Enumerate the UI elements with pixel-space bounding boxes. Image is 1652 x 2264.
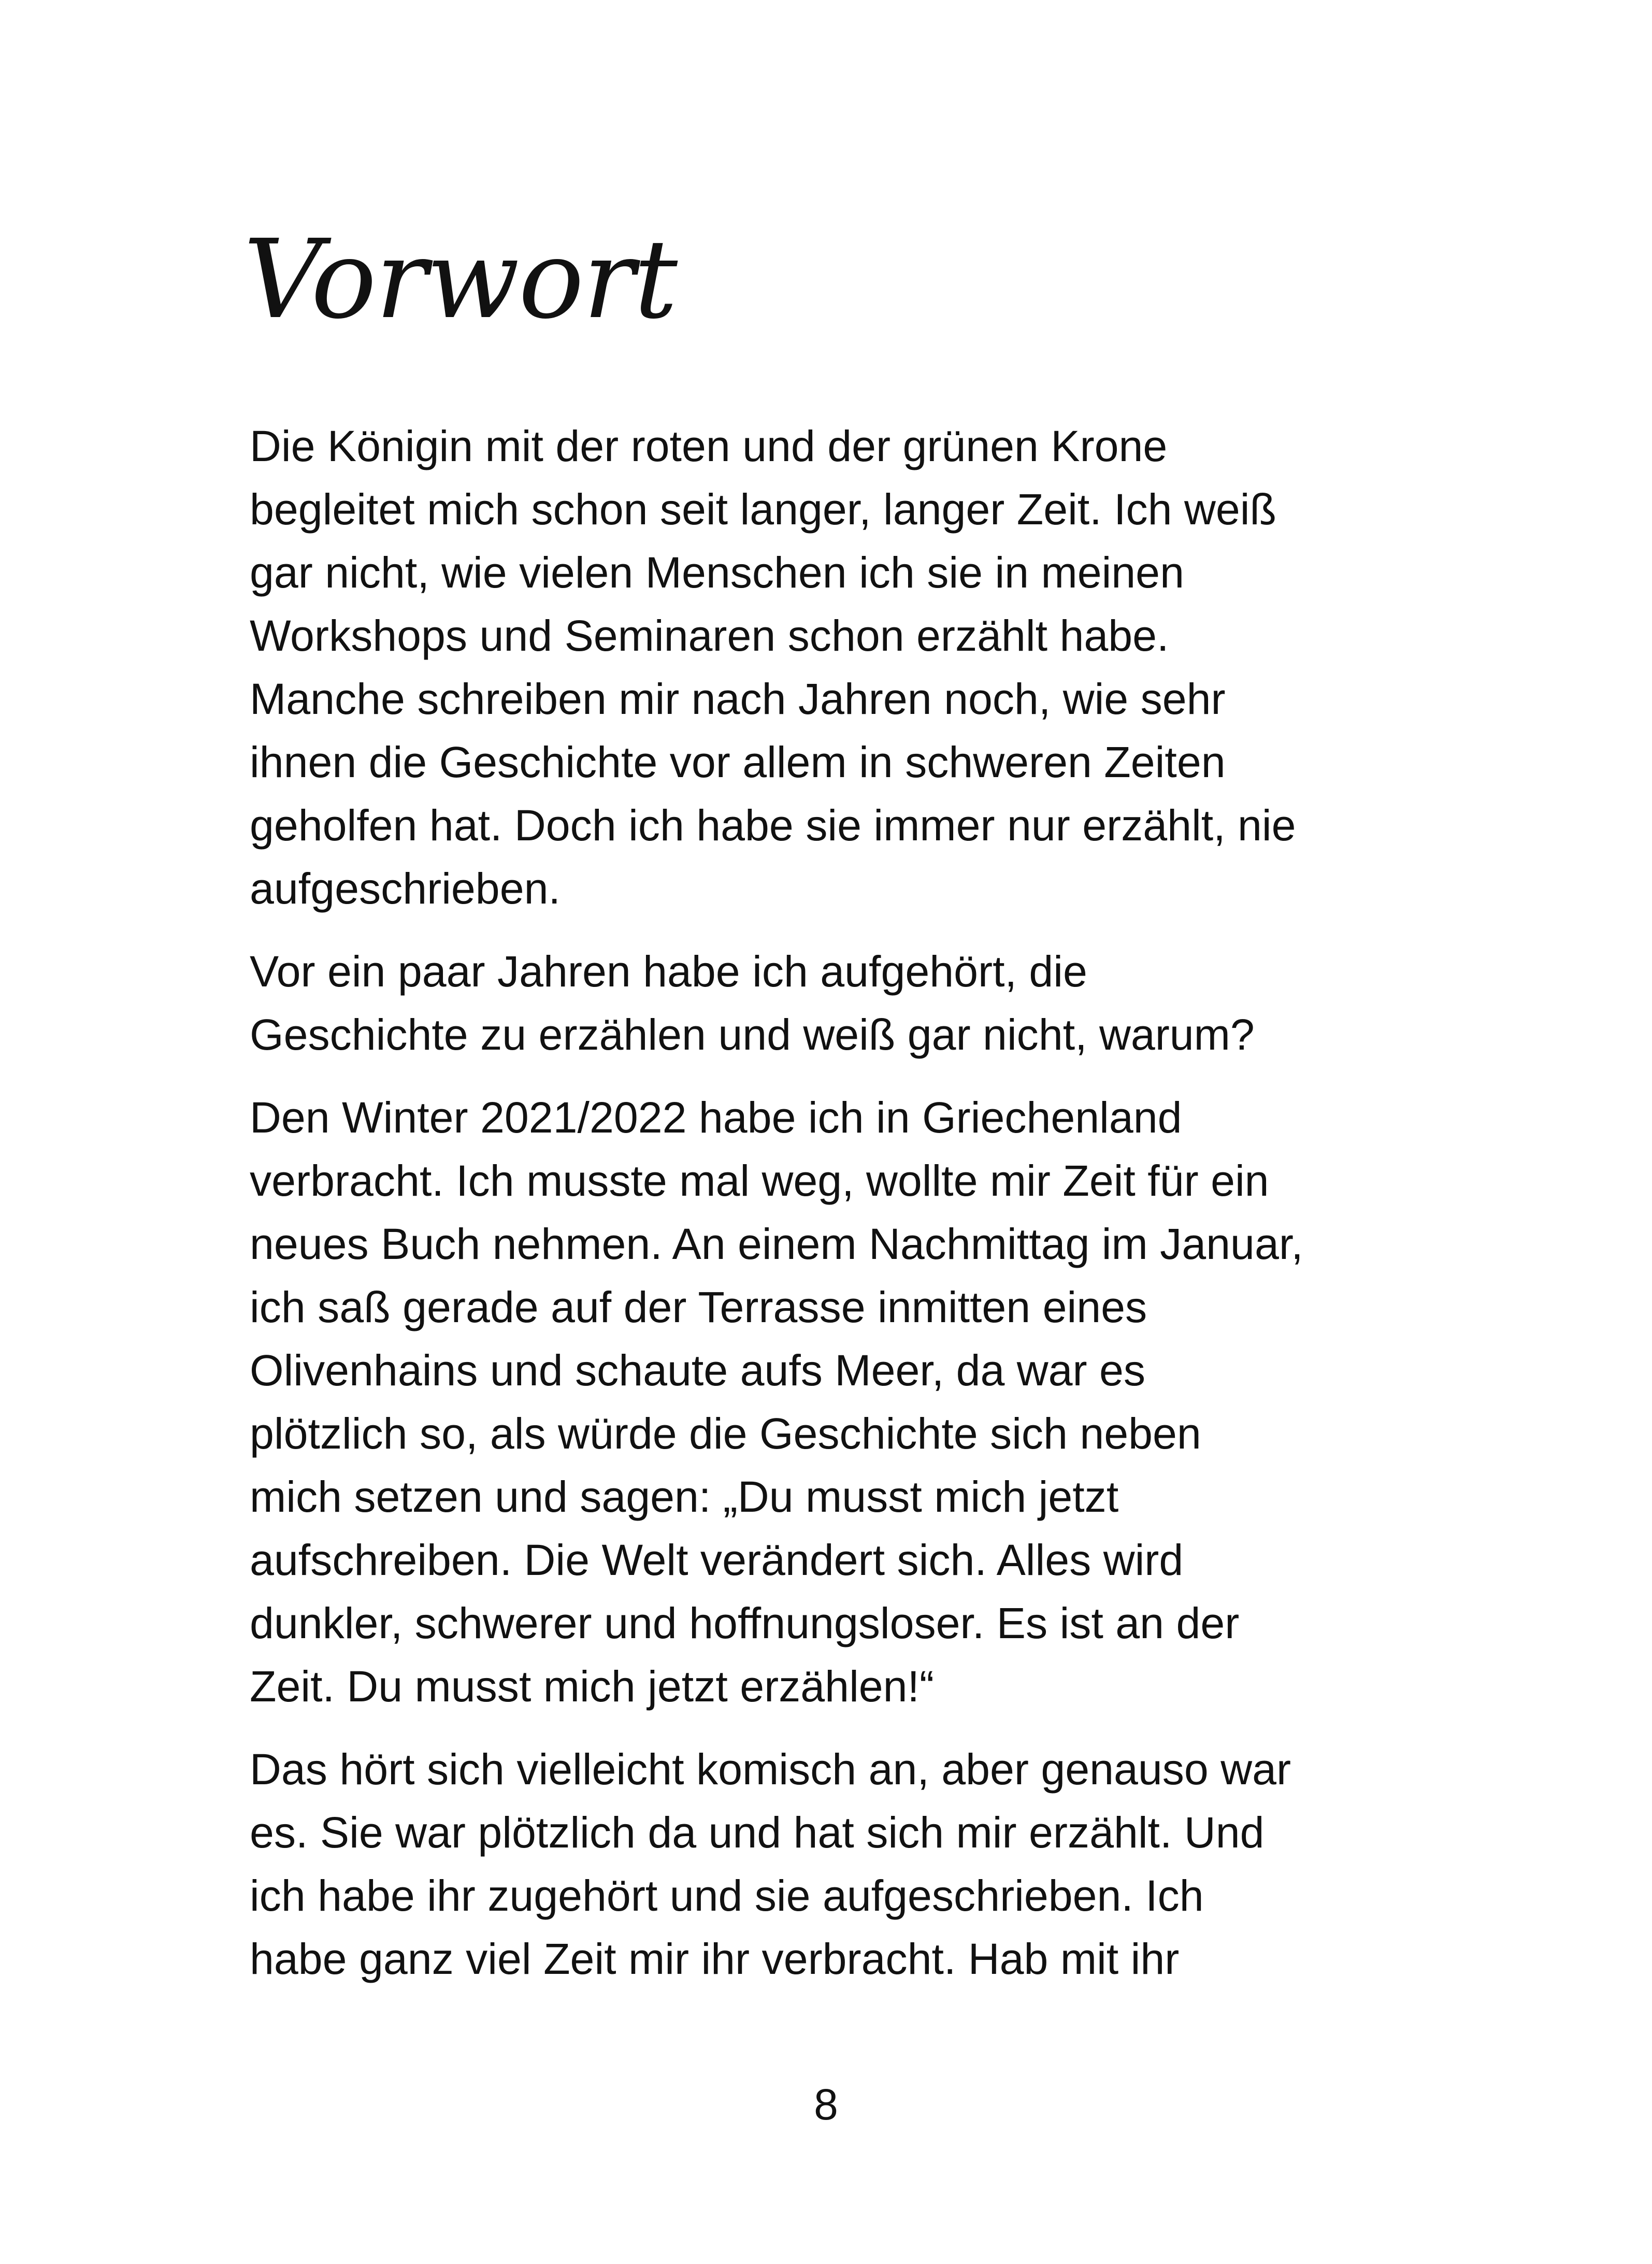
text-line: verbracht. Ich musste mal weg, wollte mir Zeit für ein: [250, 1156, 1269, 1205]
text-line: habe ganz viel Zeit mir ihr verbracht. Hab mit ihr: [250, 1935, 1180, 1983]
text-line: Geschichte zu erzählen und weiß gar nicht, warum?: [250, 1010, 1255, 1059]
text-line: mich setzen und sagen: „Du musst mich jetzt: [250, 1472, 1119, 1521]
text-line: ihnen die Geschichte vor allem in schweren Zeiten: [250, 738, 1226, 786]
text-line: dunkler, schwerer und hoffnungsloser. Es ist an der: [250, 1599, 1240, 1647]
text-line: aufgeschrieben.: [250, 864, 561, 913]
text-line: Olivenhains und schaute aufs Meer, da war es: [250, 1346, 1146, 1395]
text-line: es. Sie war plötzlich da und hat sich mir erzählt. Und: [250, 1808, 1265, 1857]
paragraph: [250, 1738, 1441, 1990]
body-text: [250, 414, 1441, 2010]
paragraph: [250, 940, 1441, 1066]
text-line: Den Winter 2021/2022 habe ich in Griechenland: [250, 1093, 1182, 1142]
text-line: Das hört sich vielleicht komisch an, aber genauso war: [250, 1745, 1291, 1794]
text-line: gar nicht, wie vielen Menschen ich sie in meinen: [250, 548, 1184, 597]
paragraph: [250, 414, 1441, 920]
text-line: begleitet mich schon seit langer, langer Zeit. Ich weiß: [250, 485, 1276, 534]
text-line: Die Königin mit der roten und der grünen Krone: [250, 422, 1168, 470]
text-line: neues Buch nehmen. An einem Nachmittag im Januar,: [250, 1220, 1303, 1268]
page-number: 8: [814, 2080, 838, 2129]
text-line: Zeit. Du musst mich jetzt erzählen!“: [250, 1662, 935, 1711]
paragraph: [250, 1086, 1441, 1718]
text-line: Manche schreiben mir nach Jahren noch, wie sehr: [250, 675, 1226, 723]
text-line: geholfen hat. Doch ich habe sie immer nur erzählt, nie: [250, 801, 1296, 850]
text-line: ich habe ihr zugehört und sie aufgeschrieben. Ich: [250, 1871, 1204, 1920]
chapter-heading: Vorwort: [243, 216, 677, 343]
text-line: plötzlich so, als würde die Geschichte sich neben: [250, 1409, 1201, 1458]
text-line: Vor ein paar Jahren habe ich aufgehört, die: [250, 947, 1087, 996]
text-line: Workshops und Seminaren schon erzählt habe.: [250, 611, 1169, 660]
text-line: aufschreiben. Die Welt verändert sich. Alles wird: [250, 1536, 1184, 1584]
text-line: ich saß gerade auf der Terrasse inmitten eines: [250, 1283, 1147, 1331]
